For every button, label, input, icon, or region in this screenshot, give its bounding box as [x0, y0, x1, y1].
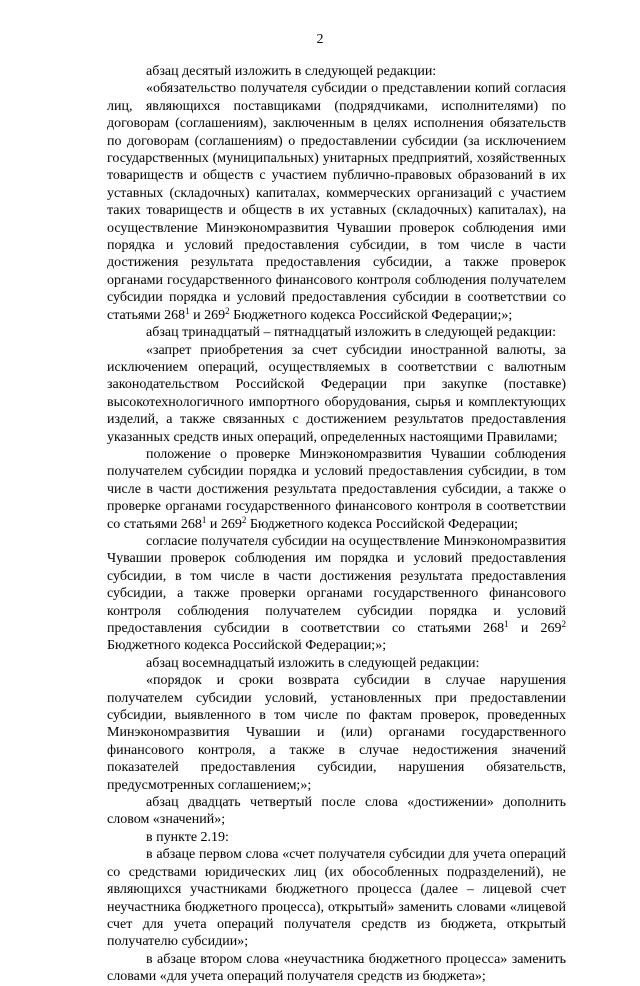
- paragraph: согласие получателя субсидии на осуществление Минэкономразвития Чувашии проверок соблюдения им порядка и условий предоставления субсидии, в том числе в части достижения результата предоставления субсидии, а также проверки органами государственного финансового контроля соблюдения получателем субсидии порядка и условий предоставления субсидии в соответствии со статьями $268^1$ и $269^2$ Бюджетного кодекса Российской Федерации;»;: [107, 533, 566, 654]
- page-number: 2: [316, 32, 324, 47]
- paragraph: абзац восемнадцатый изложить в следующей редакции:: [146, 655, 480, 671]
- paragraph: «порядок и сроки возврата субсидии в случае нарушения получателем субсидии условий, установленных при предоставлении субсидии, выявленного в том числе по фактам проверок, проведенных Минэкономразвития Чувашии и (или) органами государственного финансового контроля, а также в случае недостижения значений показателей предоставления субсидии, нарушения обязательств, предусмотренных соглашением;»;: [107, 673, 566, 793]
- paragraph: абзац десятый изложить в следующей редакции:: [146, 64, 437, 79]
- paragraph: в пункте 2.19:: [146, 829, 229, 845]
- paragraph: положение о проверке Минэкономразвития Чувашии соблюдения получателем субсидии порядка и условий предоставления субсидии, в том числе в части достижения результата предоставления субсидии, а также о проверке органами государственного финансового контроля в соответствии со статьями $268^1$ и $269^2$ Бюджетного кодекса Российской Федерации;: [107, 446, 566, 532]
- paragraph: в абзаце первом слова «счет получателя субсидии для учета операций со средствами юридических лиц (их обособленных подразделений), не являющихся участниками бюджетного процесса (далее – лицевой счет неучастника бюджетного процесса), открытый» заменить словами «лицевой счет для учета операций получателя средств из бюджета, открытый получателю субсидии»;: [107, 847, 566, 950]
- paragraph: абзац двадцать четвертый после слова «достижении» дополнить словом «значений»;: [107, 795, 566, 828]
- document-body: [107, 63, 566, 986]
- paragraph: «запрет приобретения за счет субсидии иностранной валюты, за исключением операций, осуществляемых в соответствии с валютным законодательством Российской Федерации при закупке (поставке) высокотехнологичного импортного оборудования, сырья и комплектующих изделий, а также связанных с достижением результатов предоставления указанных средств иных операций, определенных настоящими Правилами;: [107, 342, 566, 445]
- paragraph: «обязательство получателя субсидии о представлении копий согласия лиц, являющихся поставщиками (подрядчиками, исполнителями) по договорам (соглашениям), заключенным в целях исполнения обязательств по договорам (соглашениям) о предоставлении субсидии (за исключением государственных (муниципальных) унитарных предприятий, хозяйственных товариществ и обществ с участием публично-правовых образований в их уставных (складочных) капиталах, коммерческих организаций с участием таких товариществ и обществ в их уставных (складочных) капиталах), на осуществление Минэкономразвития Чувашии проверок соблюдения ими порядка и условий предоставления субсидии, в том числе в части достижения результата предоставления субсидии, а также проверок органами государственного финансового контроля соблюдения получателем субсидии порядка и условий предоставления субсидии в соответствии со статьями $268^1$ и $269^2$ Бюджетного кодекса Российской Федерации;»;: [107, 81, 566, 323]
- paragraph: абзац тринадцатый – пятнадцатый изложить в следующей редакции:: [146, 325, 557, 341]
- paragraph: в абзаце втором слова «неучастника бюджетного процесса» заменить словами «для учета операций получателя средств из бюджета»;: [107, 951, 566, 985]
